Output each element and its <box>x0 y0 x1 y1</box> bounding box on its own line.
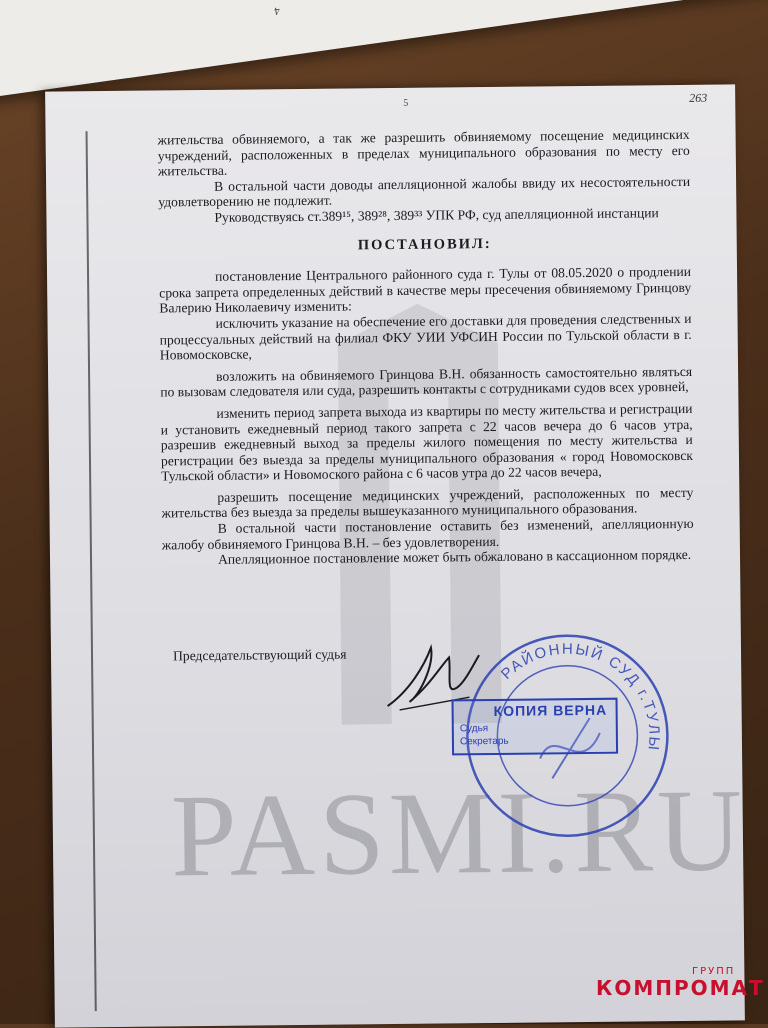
resolution-heading: ПОСТАНОВИЛ: <box>357 235 492 253</box>
case-number: 263 <box>689 90 708 105</box>
stamp-box-title: КОПИЯ ВЕРНА <box>493 701 608 719</box>
brand-watermark: КОМПРОМАТ <box>596 976 765 1000</box>
paragraph-10: Апелляционное постановление может быть обжаловано в кассационном порядке. <box>217 547 692 568</box>
stamp-ring-text: РАЙОННЫЙ СУД г.ТУЛЫ <box>497 640 663 753</box>
page-number: 5 <box>403 97 409 109</box>
paragraph-5: исключить указание на обеспечение его доставки для проведения следственных и процессуальных действий на филиал ФКУ УИИ УФСИН России по Тульской области в г. Новомосковске, <box>159 310 692 363</box>
paragraph-8: разрешить посещение медицинских учреждений, расположенных по месту жительства без выезда за пределы вышеуказанного муниципального образования. <box>161 484 694 521</box>
judge-label: Председательствующий судья <box>172 646 347 664</box>
paragraph-2: В остальной части доводы апелляционной жалобы ввиду их несостоятельности удовлетворению не подлежит. <box>158 173 691 210</box>
paragraph-1: жительства обвиняемого, а так же разрешить обвиняемому посещение медицинских учреждений, расположенных в пределах муниципального образования по месту его жительства. <box>157 126 690 179</box>
document-page <box>45 84 745 1027</box>
watermark-pasmi: PASMI.RU <box>170 764 747 902</box>
paragraph-4: постановление Центрального районного суда г. Тулы от 08.05.2020 о продлении срока запрета определенных действий в качестве меры пресечения обвиняемому Гринцову Валерию Николаевичу изменить: <box>159 264 692 316</box>
top-sheet-page-number: 4 <box>273 4 281 17</box>
paragraph-9: В остальной части постановление оставить без изменений, апелляционную жалобу обвиняемого Гринцова В.Н. – без удовлетворения. <box>161 515 694 553</box>
paragraph-3: Руководствуясь ст.389¹⁵, 389²⁸, 389³³ УПК РФ, суд апелляционной инстанции <box>214 205 659 225</box>
paragraph-7: изменить период запрета выхода из квартиры по месту жительства и регистрации и установить ежедневный период такого запрета с 22 часов вечера до 6 часов утра, разрешив ежедневный выход за пределы жилого помещения по месту жительства и регистрации без выезда за пределы муниципального образования « город Новомосковск Тульской области» и Новомоского района с 6 часов утра до 22 часов вечера, <box>160 400 694 484</box>
stamp-box-judge: Судья <box>459 723 489 735</box>
brand-superscript: ГРУПП <box>692 966 736 977</box>
document-body <box>158 127 695 568</box>
page-fold-line <box>86 131 97 1011</box>
stamp-box-secretary: Секретарь <box>459 735 509 748</box>
copy-verified-stamp <box>452 698 619 756</box>
paragraph-6: возложить на обвиняемого Гринцова В.Н. обязанность самостоятельно являться по вызовам следователя или суда, разрешить контакты с сотрудниками судов всех уровней, <box>160 363 693 400</box>
